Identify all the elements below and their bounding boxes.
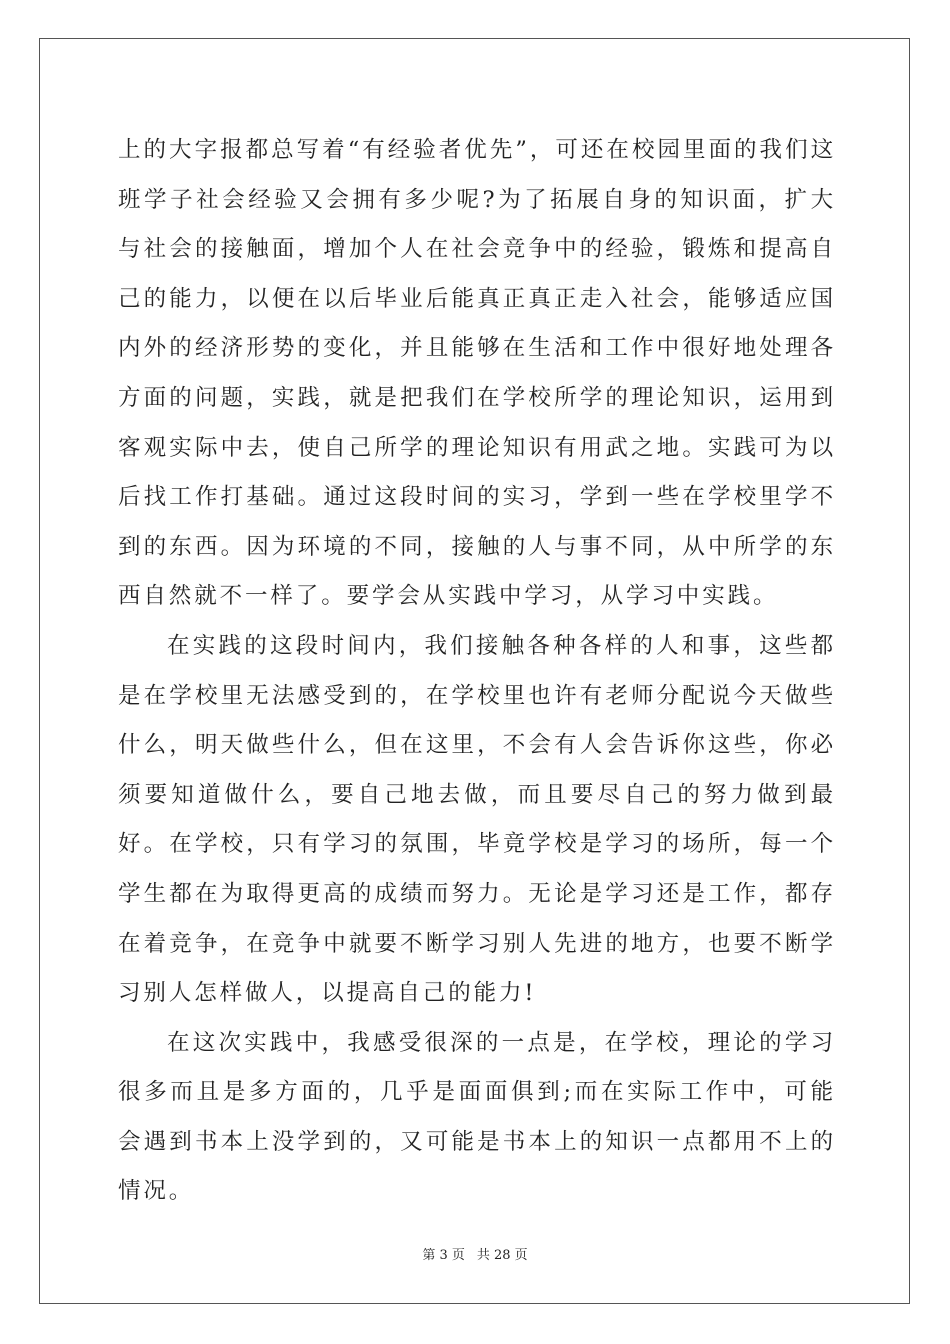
paragraph: 在实践的这段时间内，我们接触各种各样的人和事，这些都是在学校里无法感受到的，在学校里也许有老师分配说今天做些什么，明天做些什么，但在这里，不会有人会告诉你这些，你必须要知道做什么，要自己地去做，而且要尽自己的努力做到最好。在学校，只有学习的氛围，毕竟学校是学习的场所，每一个学生都在为取得更高的成绩而努力。无论是学习还是工作，都存在着竞争，在竞争中就要不断学习别人先进的地方，也要不断学习别人怎样做人，以提高自己的能力! xyxy=(118,632,836,1007)
document-body xyxy=(118,126,836,1217)
paragraph: 上的大字报都总写着“有经验者优先”，可还在校园里面的我们这班学子社会经验又会拥有多少呢?为了拓展自身的知识面，扩大与社会的接触面，增加个人在社会竞争中的经验，锻炼和提高自己的能力，以便在以后毕业后能真正真正走入社会，能够适应国内外的经济形势的变化，并且能够在生活和工作中很好地处理各方面的问题，实践，就是把我们在学校所学的理论知识，运用到客观实际中去，使自己所学的理论知识有用武之地。实践可为以后找工作打基础。通过这段时间的实习，学到一些在学校里学不到的东西。因为环境的不同，接触的人与事不同，从中所学的东西自然就不一样了。要学会从实践中学习，从学习中实践。 xyxy=(118,137,836,610)
page-total: 共 28 页 xyxy=(476,1248,528,1263)
paragraph: 在这次实践中，我感受很深的一点是，在学校，理论的学习很多而且是多方面的，几乎是面面俱到;而在实际工作中，可能会遇到书本上没学到的，又可能是书本上的知识一点都用不上的情况。 xyxy=(118,1029,836,1205)
page-footer xyxy=(0,1248,950,1264)
page-number: 第 3 页 xyxy=(422,1248,465,1263)
